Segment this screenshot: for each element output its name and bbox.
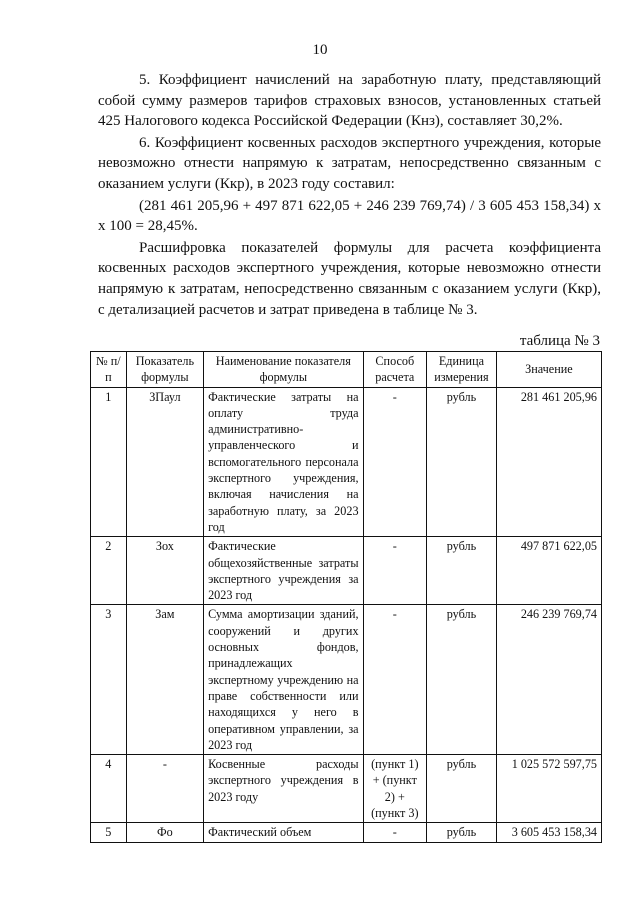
- header-name: Наименование показателя формулы: [204, 352, 363, 388]
- cell-symbol: -: [126, 755, 203, 823]
- cell-unit: рубль: [427, 605, 497, 755]
- header-method: Способ расчета: [363, 352, 427, 388]
- table-header-row: [91, 352, 602, 388]
- cell-symbol: Фо: [126, 823, 203, 842]
- table-row: [91, 755, 602, 823]
- table-caption: таблица № 3: [519, 333, 600, 349]
- cell-unit: рубль: [427, 823, 497, 842]
- body-text: [98, 70, 601, 320]
- cell-name: Фактический объем: [204, 823, 363, 842]
- cell-symbol: Зох: [126, 537, 203, 605]
- cell-unit: рубль: [427, 387, 497, 537]
- paragraph-table-reference: Расшифровка показателей формулы для расчета коэффициента косвенных расходов экспертного учреждения, которые невозможно отнести напрямую к затратам, непосредственно связанным с оказанием услуги (Ккр), с детализацией расчетов и затрат приведена в таблице № 3.: [98, 239, 601, 318]
- cell-value: 497 871 622,05: [496, 537, 601, 605]
- paragraph-formula: (281 461 205,96 + 497 871 622,05 + 246 239 769,74) / 3 605 453 158,34) х х 100 = 28,45%.: [98, 197, 601, 235]
- cell-method: -: [363, 823, 427, 842]
- cell-method: -: [363, 537, 427, 605]
- paragraph-5-contribution-coefficient: 5. Коэффициент начислений на заработную плату, представляющий собой сумму размеров тарифов страховых взносов, установленных статьей 425 Налогового кодекса Российской Федерации (Кнз), составляет 30,2%.: [98, 72, 601, 130]
- cell-method: -: [363, 605, 427, 755]
- table-row: [91, 537, 602, 605]
- cell-name: Косвенные расходы экспертного учреждения в 2023 году: [204, 755, 363, 823]
- table-row: [91, 387, 602, 537]
- cell-num: 1: [91, 387, 127, 537]
- cell-unit: рубль: [427, 537, 497, 605]
- cell-num: 2: [91, 537, 127, 605]
- table-row: [91, 823, 602, 842]
- cell-name: Сумма амортизации зданий, сооружений и других основных фондов, принадлежащих экспертному учреждению на праве собственности или находящихся у него в оперативном управлении, за 2023 год: [204, 605, 363, 755]
- cell-num: 4: [91, 755, 127, 823]
- cell-value: 1 025 572 597,75: [496, 755, 601, 823]
- cell-value: 246 239 769,74: [496, 605, 601, 755]
- cell-symbol: Зам: [126, 605, 203, 755]
- header-value: Значение: [496, 352, 601, 388]
- header-symbol: Показатель формулы: [126, 352, 203, 388]
- cell-method: -: [363, 387, 427, 537]
- cell-value: 281 461 205,96: [496, 387, 601, 537]
- paragraph-6-indirect-costs-coefficient: 6. Коэффициент косвенных расходов экспертного учреждения, которые невозможно отнести напрямую к затратам, непосредственно связанным с оказанием услуги (Ккр), в 2023 году составил:: [98, 134, 601, 192]
- cell-method: (пункт 1) + (пункт 2) + (пункт 3): [363, 755, 427, 823]
- table-row: [91, 605, 602, 755]
- header-unit: Единица измерения: [427, 352, 497, 388]
- cell-num: 5: [91, 823, 127, 842]
- cell-name: Фактические затраты на оплату труда административно-управленческого и вспомогательного персонала экспертного учреждения, включая начисления на заработную плату, за 2023 год: [204, 387, 363, 537]
- indicators-table: [90, 351, 602, 843]
- header-num: № п/п: [91, 352, 127, 388]
- page-number: 10: [312, 42, 328, 58]
- cell-unit: рубль: [427, 755, 497, 823]
- cell-symbol: ЗПаул: [126, 387, 203, 537]
- cell-value: 3 605 453 158,34: [496, 823, 601, 842]
- cell-name: Фактические общехозяйственные затраты экспертного учреждения за 2023 год: [204, 537, 363, 605]
- cell-num: 3: [91, 605, 127, 755]
